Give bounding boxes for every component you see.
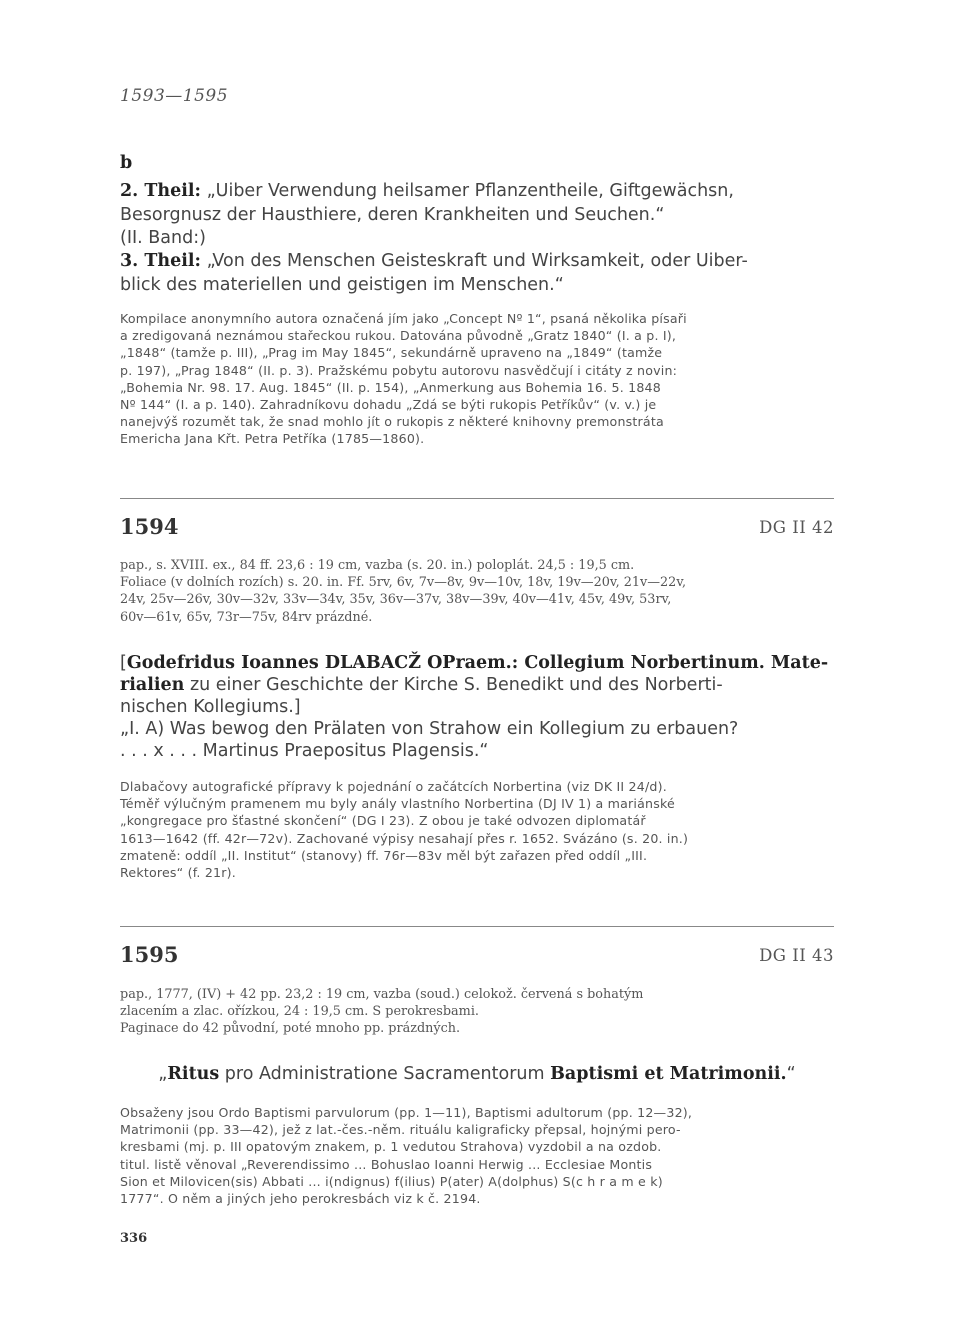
running-head: 1593—1595: [120, 86, 229, 106]
theil-3-title: 3. Theil: „Von des Menschen Geisteskraft und Wirksamkeit, oder Uiber- blick des materiellen und geistigen im Menschen.“: [120, 251, 748, 295]
page-number: 336: [120, 1231, 148, 1246]
shelf-signature: DG II 42: [759, 518, 834, 537]
part-letter: b: [120, 153, 133, 173]
entry-number: 1595: [120, 942, 179, 967]
theil-2-title: 2. Theil: „Uiber Verwendung heilsamer Pflanzentheile, Giftgewächsn, Besorgnusz der Hausthiere, deren Krankheiten und Seuchen.“ (II. Band:): [120, 181, 734, 248]
entry-1595-note: Obsaženy jsou Ordo Baptismi parvulorum (pp. 1—11), Baptismi adultorum (pp. 12—32), Matrimonii (pp. 33—42), jež z lat.-čes.-něm. rituálu kaligraficky přepsal, hojnými pero- kresbami (mj. p. III opatovým znakem, p. 1 vedutou Strahova) vyzdobil a na ozdob. titul. listě věnoval „Reverendissimo ... Bohuslao Ioanni Herwig ... Ecclesiae Montis Sion et Milovicen(sis) Abbati ... i(ndignus) f(ilius) P(ater) A(dolphus) S(c h r a m e k) 1777“. O něm a jiných jeho perokresbách viz k č. 2194.: [120, 1105, 693, 1207]
theil-3-number: 3. Theil:: [120, 251, 201, 271]
entry-number: 1594: [120, 514, 179, 539]
shelf-signature: DG II 43: [759, 946, 834, 965]
entry-1595-physical-description: pap., 1777, (IV) + 42 pp. 23,2 : 19 cm, vazba (soud.) celokož. červená s bohatým zlacením a zlac. ořízkou, 24 : 19,5 cm. S perokresbami. Paginace do 42 původní, poté mnoho pp. prázdných.: [120, 987, 644, 1037]
entry-1595-title: „Ritus pro Administratione Sacramentorum Baptismi et Matrimonii.“: [158, 1064, 796, 1084]
entry-1594-title: [Godefridus Ioannes DLABACŽ OPraem.: Collegium Norbertinum. Mate- rialien zu einer Geschichte der Kirche S. Benedikt und des Norberti- nischen Kollegiums.] „I. A) Was bewog den Prälaten von Strahow ein Kollegium zu erbauen? . . . x . . . Martinus Praepositus Plagensis.“: [120, 653, 829, 761]
entry-1594-note: Dlabačovy autografické přípravy k pojednání o začátcích Norbertina (viz DK II 24/d). Téměř výlučným pramenem mu byly anály vlastního Norbertina (DJ IV 1) a mariánské „kongregace pro šťastné skončení“ (DG I 23). Z obou je také odvozen diplomatář 1613—1642 (ff. 42r—72v). Zachované výpisy nesahají přes r. 1652. Svázáno (s. 20. in.) zmateně: oddíl „II. Institut“ (stanovy) ff. 76r—83v měl být zařazen před oddíl „III. Rektores“ (f. 21r).: [120, 779, 689, 881]
entry-1593-note: Kompilace anonymního autora označená jím jako „Concept Nº 1“, psaná několika písaři a zredigovaná neznámou stařeckou rukou. Datována původně „Gratz 1840“ (I. a p. I), „1848“ (tamže p. III), „Prag im May 1845“, sekundárně upraveno na „1849“ (tamže p. 197), „Prag 1848“ (II. p. 3). Pražskému pobytu autorovu nasvědčují i citáty z novin: „Bohemia Nr. 98. 17. Aug. 1845“ (II. p. 154), „Anmerkung aus Bohemia 16. 5. 1848 Nº 144“ (I. a p. 140). Zahradníkovu dohadu „Zdá se býti rukopis Petříkův“ (v. v.) je nanejvýš rozumět tak, že snad mohlo jít o rukopis z některé knihovny premonstráta Emericha Jana Křt. Petra Petříka (1785—1860).: [120, 311, 687, 447]
theil-2-number: 2. Theil:: [120, 181, 201, 201]
divider-rule: [120, 926, 834, 927]
divider-rule: [120, 498, 834, 499]
entry-1594-physical-description: pap., s. XVIII. ex., 84 ff. 23,6 : 19 cm, vazba (s. 20. in.) poloplát. 24,5 : 19,5 cm. Foliace (v dolních rozích) s. 20. in. Ff. 5rv, 6v, 7v—8v, 9v—10v, 18v, 19v—20v, 21v—22v, 24v, 25v—26v, 30v—32v, 33v—34v, 35v, 36v—37v, 38v—39v, 40v—41v, 45v, 49v, 53rv, 60v—61v, 65v, 73r—75v, 84rv prázdné.: [120, 558, 687, 625]
